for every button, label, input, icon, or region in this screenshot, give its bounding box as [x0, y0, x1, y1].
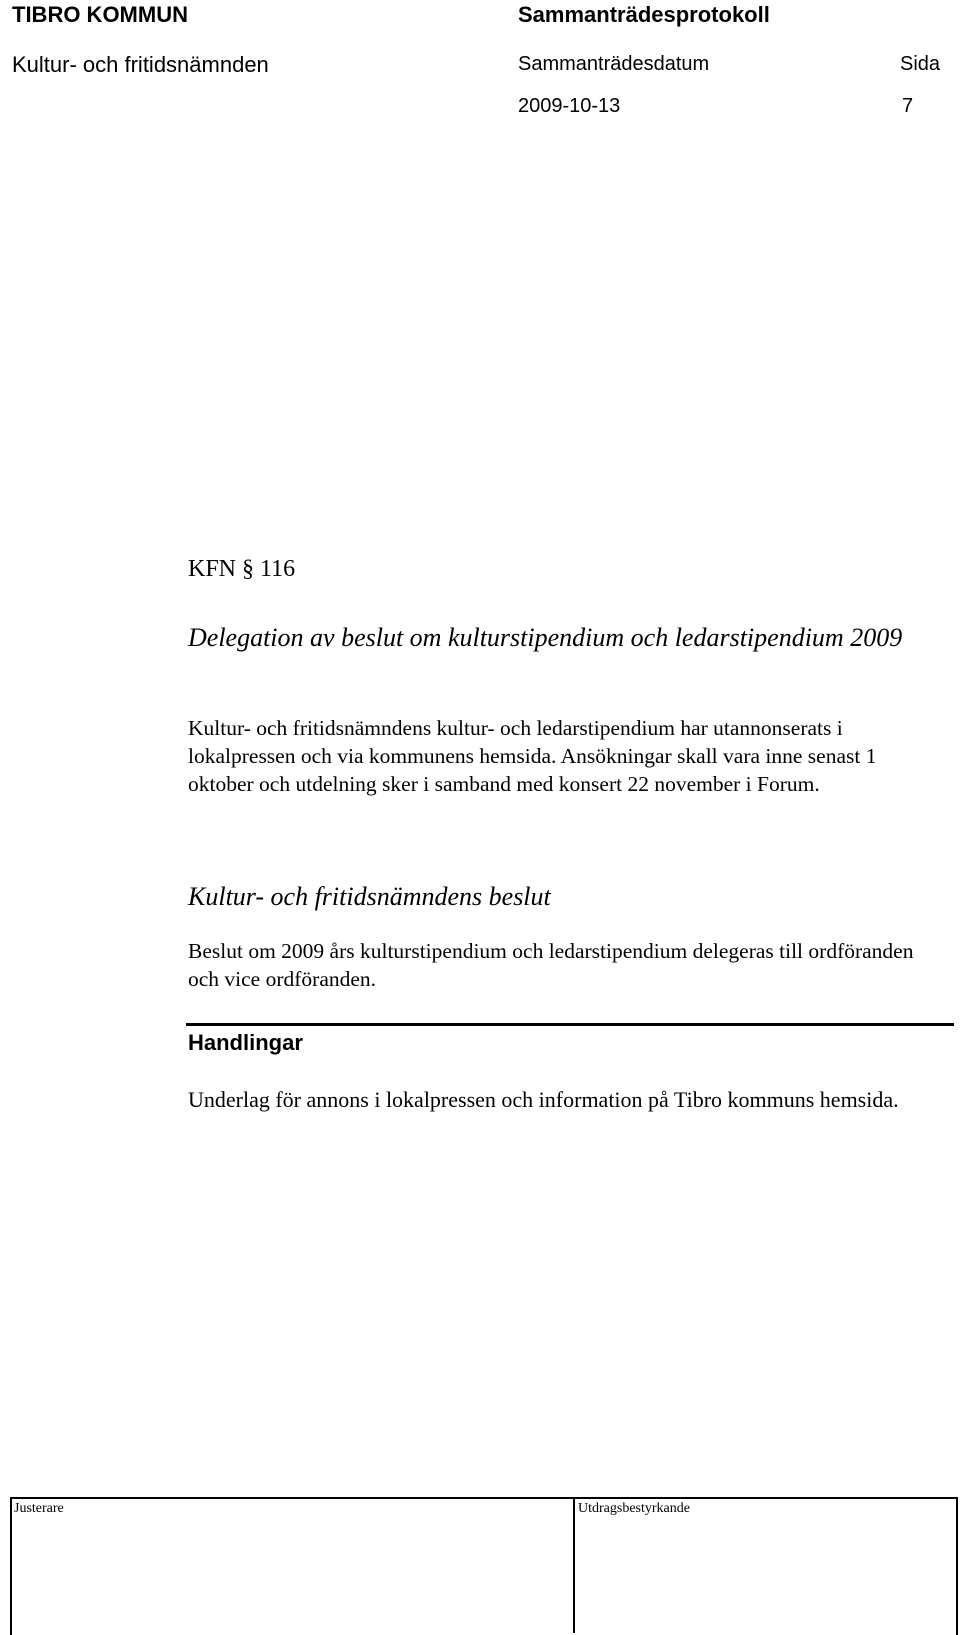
- signature-box-divider: [573, 1497, 575, 1633]
- committee-name: Kultur- och fritidsnämnden: [12, 52, 269, 77]
- meeting-date-value: 2009-10-13: [518, 95, 621, 117]
- meeting-date-label: Sammanträdesdatum: [518, 53, 710, 75]
- certification-label: Utdragsbestyrkande: [578, 1501, 690, 1516]
- signature-box: [10, 1497, 958, 1635]
- decision-paragraph: Beslut om 2009 års kulturstipendium och ledarstipendium delegeras till ordföranden och vice ordföranden.: [188, 939, 914, 991]
- documents-paragraph: Underlag för annons i lokalpressen och information på Tibro kommuns hemsida.: [188, 1087, 899, 1112]
- document-type: Sammanträdesprotokoll: [518, 2, 770, 27]
- organization-name: TIBRO KOMMUN: [12, 2, 188, 27]
- section-title: Delegation av beslut om kulturstipendium och ledarstipendium 2009: [188, 623, 903, 652]
- adjuster-label: Justerare: [14, 1501, 64, 1516]
- intro-paragraph: Kultur- och fritidsnämndens kultur- och ledarstipendium har utannonserats i lokalpressen och via kommunens hemsida. Ansökningar skall vara inne senast 1 oktober och utdelning sker i samband med konsert 22 november i Forum.: [188, 716, 877, 796]
- section-id: KFN § 116: [188, 556, 296, 582]
- documents-heading: Handlingar: [188, 1030, 303, 1055]
- section-divider: [186, 1023, 954, 1026]
- page-label: Sida: [900, 53, 941, 75]
- page-number: 7: [902, 95, 914, 117]
- decision-heading: Kultur- och fritidsnämndens beslut: [188, 882, 551, 911]
